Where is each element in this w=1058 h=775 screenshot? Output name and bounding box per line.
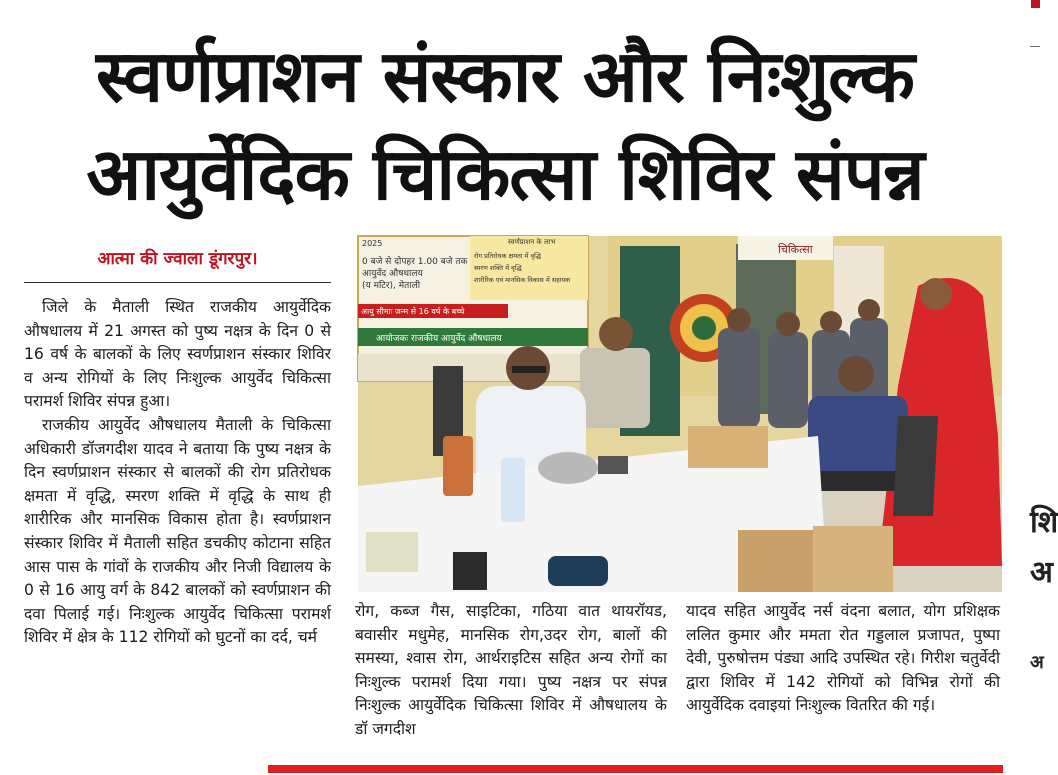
photo-sign: चिकित्सा xyxy=(778,243,813,256)
banner-benefit-2: स्मरण शक्ति में वृद्धि xyxy=(474,264,522,272)
article-column-2 xyxy=(355,600,667,742)
byline: आत्मा की ज्वाला डूंगरपुर। xyxy=(97,249,258,269)
edge-character-3: अ xyxy=(1030,652,1044,673)
article-paragraph-2: राजकीय आयुर्वेद औषधालय मैताली के चिकित्सा अधिकारी डॉजगदीश यादव ने बताया कि पुष्य नक्षत्र के दिन स्वर्णप्राशन संस्कार से बालकों की रोग प्रतिरोधक क्षमता में वृद्धि, स्मरण शक्ति में वृद्धि के साथ ही शारीरिक और मानसिक विकास होता है। स्वर्णप्राशन संस्कार शिविर में मैताली सहित डचकीए कोटाना सहित आस पास के गांवों के राजकीय और निजी विद्यालय के 0 से 16 आयु वर्ग के 842 बालकों को स्वर्णप्राशन की दवा पिलाई गई। निःशुल्क आयुर्वेद चिकित्सा परामर्श शिविर में क्षेत्र के 112 रोगियों को घुटनों का दर्द, चर्म xyxy=(24,415,331,647)
banner-benefit-3: शारीरिक एवं मानसिक विकास में सहायक xyxy=(474,276,571,284)
banner-benefits-title: स्वर्णप्राशन के लाभ xyxy=(508,238,556,246)
article-paragraph-3: रोग, कब्ज गैस, साइटिका, गठिया वात थायरॉयड, बवासीर मधुमेह, मानसिक रोग,उदर रोग, बालों की समस्या, श्वास रोग, आर्थराइटिस सहित अन्य रोगों का निःशुल्क परामर्श दिया गया। पुष्य नक्षत्र पर संपन्न निःशुल्क आयुर्वेदिक चिकित्सा शिविर में औषधालय के डॉ जगदीश xyxy=(355,602,667,738)
headline-line-1: स्वर्णप्राशन संस्कार और निःशुल्क xyxy=(96,34,914,118)
bottom-red-bar xyxy=(268,765,1003,773)
news-photo xyxy=(358,236,1002,592)
banner-benefit-1: रोग प्रतिरोधक क्षमता में वृद्धि xyxy=(474,252,541,260)
article-paragraph-1: जिले के मैताली स्थित राजकीय आयुर्वेदिक औषधालय में 21 अगस्त को पुष्य नक्षत्र के दिन 0 से 16 वर्ष के बालकों के लिए स्वर्णप्राशन संस्कार शिविर व अन्य रोगियों के लिए निःशुल्क आयुर्वेद चिकित्सा परामर्श शिविर संपन्न हुआ। xyxy=(24,298,331,411)
banner-time: 0 बजे से दोपहर 1.00 बजे तक xyxy=(362,257,468,267)
article-column-1 xyxy=(24,296,331,650)
banner-organizer: आयोजकः राजकीय आयुर्वेद औषधालय xyxy=(376,334,502,344)
banner-date: 2025 xyxy=(362,239,383,248)
edge-mark xyxy=(1031,0,1040,8)
edge-rule xyxy=(1030,46,1040,47)
camp-banner xyxy=(358,236,588,381)
banner-place-2: (य मटिर), मेताली xyxy=(362,281,421,291)
edge-character-2: अ xyxy=(1030,555,1053,590)
article-column-3 xyxy=(686,600,1000,718)
edge-character-1: शि xyxy=(1030,505,1058,540)
banner-place: आयुर्वेद औषधालय xyxy=(362,269,423,279)
headline-line-2: आयुर्वेदिक चिकित्सा शिविर संपन्न xyxy=(86,132,924,216)
banner-age-limit: आयु सीमाः जन्म से 16 वर्ष के बच्चे xyxy=(361,307,465,316)
article-paragraph-4: यादव सहित आयुर्वेद नर्स वंदना बलात, योग प्रशिक्षक ललित कुमार और ममता रोत गड्डलाल प्रजापत, पुष्पा देवी, पुरुषोत्तम पंड्या आदि उपस्थित रहे। गिरीश चतुर्वेदी द्वारा शिविर में 142 रोगियों को विभिन्न रोगों की आयुर्वेदिक दवाइयां निःशुल्क वितरित की गई। xyxy=(686,602,1000,715)
cardboard-boxes xyxy=(738,526,893,592)
byline-divider xyxy=(24,282,331,283)
